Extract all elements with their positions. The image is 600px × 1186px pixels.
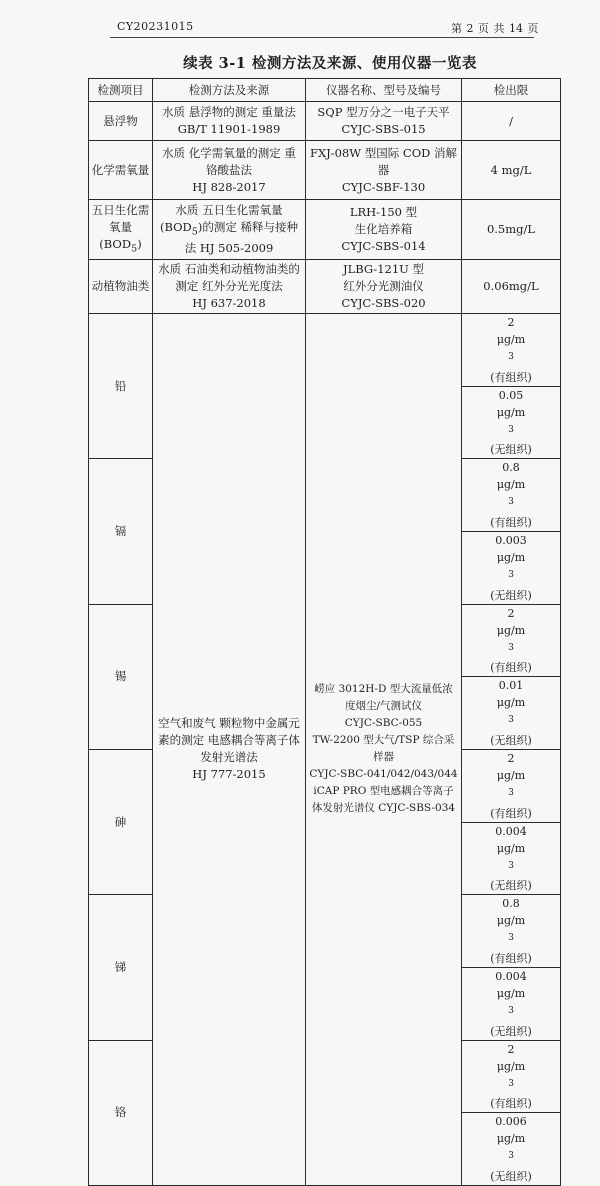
- instrument-cell: SQP 型万分之一电子天平 CYJC-SBS-015: [306, 102, 462, 141]
- item-cell: 悬浮物: [89, 102, 153, 141]
- limit-cell: 0.003 μg/m $^3$ (无组织): [462, 531, 561, 604]
- method-cell: 水质 石油类和动植物油类的 测定 红外分光光度法 HJ 637-2018: [153, 260, 306, 314]
- limit-cell: 0.004 μg/m $^3$ (无组织): [462, 822, 561, 895]
- item-cell: 镉: [89, 459, 153, 604]
- method-cell: 水质 五日生化需氧量 $(BOD_5)$的测定 稀释与接种 法 HJ 505-2009: [153, 200, 306, 260]
- limit-cell: 0.06mg/L: [462, 260, 561, 314]
- method-cell: 水质 悬浮物的测定 重量法 GB/T 11901-1989: [153, 102, 306, 141]
- item-cell: 铅: [89, 314, 153, 459]
- limit-cell: 0.5mg/L: [462, 200, 561, 260]
- limit-cell: 0.01 μg/m $^3$ (无组织): [462, 677, 561, 750]
- table-title: 续表 3-1 检测方法及来源、使用仪器一览表: [183, 55, 477, 72]
- limit-cell: 0.8 μg/m $^3$ (有组织): [462, 895, 561, 968]
- item-cell: 铬: [89, 1040, 153, 1185]
- instrument-cell: FXJ-08W 型国际 COD 消解器 CYJC-SBF-130: [306, 141, 462, 200]
- method-table: [88, 78, 561, 1186]
- instrument-cell: LRH-150 型 生化培养箱 CYJC-SBS-014: [306, 200, 462, 260]
- page-info: 第 2 页 共 14 页: [451, 22, 539, 35]
- limit-cell: 2 μg/m $^3$ (有组织): [462, 604, 561, 677]
- col-header-instrument: 仪器名称、型号及编号: [306, 79, 462, 102]
- table-row: [89, 260, 561, 314]
- item-cell: 动植物油类: [89, 260, 153, 314]
- limit-cell: 2 μg/m $^3$ (有组织): [462, 749, 561, 822]
- metals-instrument-cell: 崂应 3012H-D 型大流量低浓 度烟尘/气测试仪 CYJC-SBC-055 TW-2200 型大气/TSP 综合采 样器 CYJC-SBC-041/042/043/044 iCAP PRO 型电感耦合等离子 体发射光谱仪 CYJC-SBS-034: [306, 314, 462, 1186]
- table-row: [89, 141, 561, 200]
- limit-cell: 2 μg/m $^3$ (有组织): [462, 314, 561, 387]
- limit-cell: 0.006 μg/m $^3$ (无组织): [462, 1113, 561, 1186]
- item-cell: 锑: [89, 895, 153, 1040]
- limit-cell: 0.8 μg/m $^3$ (有组织): [462, 459, 561, 532]
- limit-cell: 4 mg/L: [462, 141, 561, 200]
- table-header-row: [89, 79, 561, 102]
- report-number: CY20231015: [117, 20, 194, 33]
- col-header-method: 检测方法及来源: [153, 79, 306, 102]
- table-row: [89, 200, 561, 260]
- item-cell: 五日生化需 氧量$(BOD_5)$: [89, 200, 153, 260]
- item-cell: 化学需氧量: [89, 141, 153, 200]
- limit-cell: 2 μg/m $^3$ (有组织): [462, 1040, 561, 1113]
- item-cell: 砷: [89, 749, 153, 894]
- header-rule: [110, 37, 534, 38]
- instrument-cell: JLBG-121U 型 红外分光测油仪 CYJC-SBS-020: [306, 260, 462, 314]
- limit-cell: /: [462, 102, 561, 141]
- col-header-limit: 检出限: [462, 79, 561, 102]
- limit-cell: 0.004 μg/m $^3$ (无组织): [462, 967, 561, 1040]
- limit-cell: 0.05 μg/m $^3$ (无组织): [462, 386, 561, 459]
- metals-method-cell: 空气和废气 颗粒物中金属元 素的测定 电感耦合等离子体 发射光谱法 HJ 777-2015: [153, 314, 306, 1186]
- method-cell: 水质 化学需氧量的测定 重 铬酸盐法 HJ 828-2017: [153, 141, 306, 200]
- item-cell: 锡: [89, 604, 153, 749]
- table-row: [89, 314, 561, 387]
- col-header-item: 检测项目: [89, 79, 153, 102]
- table-row: [89, 102, 561, 141]
